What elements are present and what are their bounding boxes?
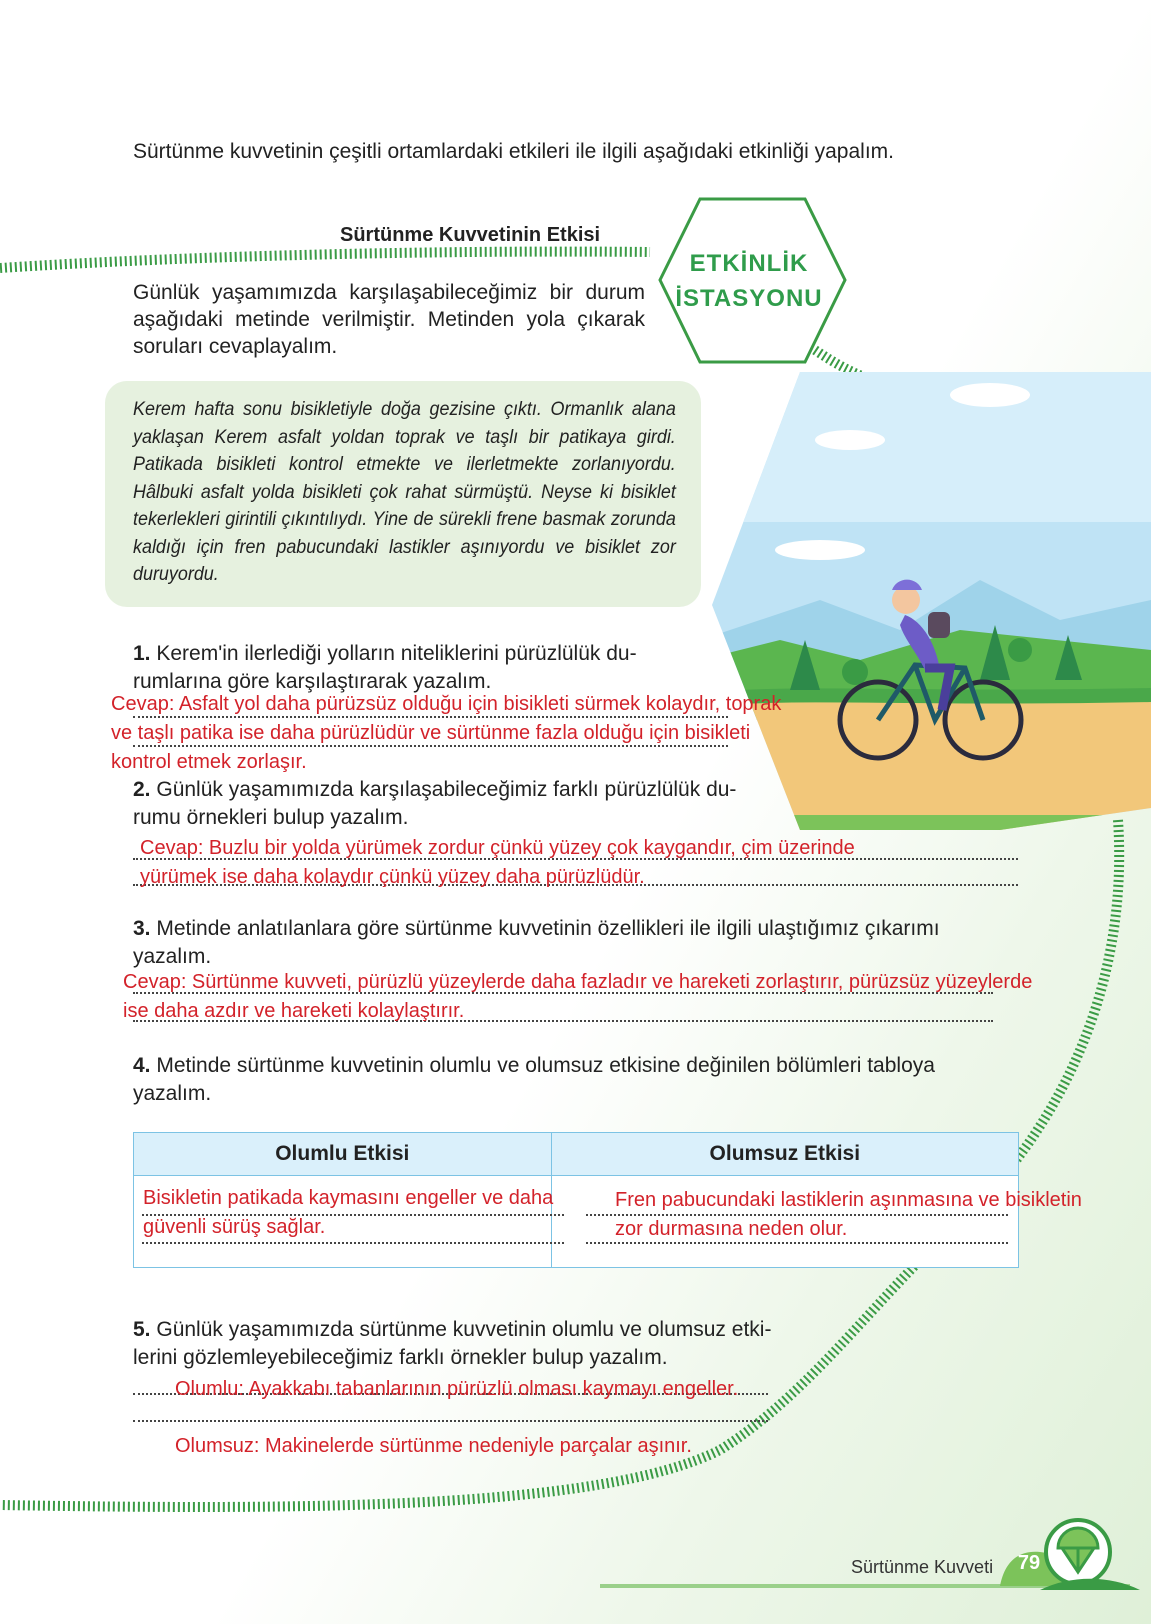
question-5-number: 5. bbox=[133, 1318, 151, 1341]
question-3-number: 3. bbox=[133, 917, 151, 940]
answer-4-positive-line1: Bisikletin patikada kaymasını engeller ve daha bbox=[143, 1187, 554, 1209]
section-title: Sürtünme Kuvvetinin Etkisi bbox=[340, 224, 601, 246]
question-1-line2: rumlarına göre karşılaştırarak yazalım. bbox=[133, 670, 492, 693]
answer-1-line3: kontrol etmek zorlaşır. bbox=[111, 751, 307, 773]
question-4 bbox=[133, 1052, 1033, 1108]
badge-line-1: ETKİNLİK bbox=[689, 250, 809, 277]
question-5 bbox=[133, 1316, 833, 1372]
question-2 bbox=[133, 776, 813, 832]
answer-5-negative: Olumsuz: Makinelerde sürtünme nedeniyle parçalar aşınır. bbox=[175, 1435, 692, 1457]
etkinlik-badge bbox=[663, 246, 835, 316]
answer-3-line1: Cevap: Sürtünme kuvveti, pürüzlü yüzeylerde daha fazladır ve hareketi zorlaştırır, pürüzsüz yüzeylerde bbox=[123, 971, 1033, 993]
decor-stripe-top bbox=[0, 252, 650, 268]
question-5-line2: lerini gözlemleyebileceğimiz farklı örnekler bulup yazalım. bbox=[133, 1346, 668, 1369]
badge-line-2: İSTASYONU bbox=[675, 285, 823, 312]
answer-2 bbox=[140, 834, 855, 892]
intro-text: Sürtünme kuvvetinin çeşitli ortamlardaki etkileri ile ilgili aşağıdaki etkinliği yapalım. bbox=[133, 140, 894, 163]
footer-title: Sürtünme Kuvveti bbox=[851, 1557, 994, 1577]
question-2-line2: rumu örnekleri bulup yazalım. bbox=[133, 806, 409, 829]
answer-3 bbox=[123, 968, 1032, 1026]
answer-line bbox=[133, 1420, 768, 1422]
answer-4-positive-line2: güvenli sürüş sağlar. bbox=[143, 1216, 326, 1238]
question-1 bbox=[133, 640, 703, 696]
answer-4-negative-line1: Fren pabucundaki lastiklerin aşınmasına ve bisikletin bbox=[615, 1189, 1082, 1211]
answer-1-line1: Cevap: Asfalt yol daha pürüzsüz olduğu için bisikleti sürmek kolaydır, toprak bbox=[111, 693, 782, 715]
story-text: Kerem hafta sonu bisikletiyle doğa gezisine çıktı. Ormanlık alana yaklaşan Kerem asfalt yoldan toprak ve taşlı bir patikaya girdi. Patikada bisikleti kontrol etmekte ve ilerletmekte zorlanıyordu. Hâlbuki asfalt yolda bisikleti çok rahat sürmüştü. Neyse ki bisiklet tekerlekleri girintili çıkıntılıydı. Yine de sürekli frene basmak zorunda kaldığı için fren pabucundaki lastikler aşınıyordu ve bisiklet zor duruyordu. bbox=[133, 398, 676, 585]
answer-2-line2: yürümek ise daha kolaydır çünkü yüzey daha pürüzlüdür. bbox=[140, 866, 645, 888]
question-3-line2: yazalım. bbox=[133, 945, 212, 968]
answer-2-line1: Cevap: Buzlu bir yolda yürümek zordur çünkü yüzey çok kaygandır, çim üzerinde bbox=[140, 837, 855, 859]
intro-paragraph: Günlük yaşamımızda karşılaşabileceğimiz bir durum aşağıdaki metinde verilmiştir. Metinden yola çıkarak soruları cevaplayalım. bbox=[133, 281, 645, 358]
answer-3-line2: ise daha azdır ve hareketi kolaylaştırır. bbox=[123, 1000, 465, 1022]
answer-1-line2: ve taşlı patika ise daha pürüzlüdür ve sürtünme fazla olduğu için bisikleti bbox=[111, 722, 751, 744]
question-1-number: 1. bbox=[133, 642, 151, 665]
answer-4-negative bbox=[615, 1186, 1082, 1244]
table-header-negative: Olumsuz Etkisi bbox=[551, 1133, 1018, 1176]
answer-4-negative-line2: zor durmasına neden olur. bbox=[615, 1218, 848, 1240]
answer-4-positive bbox=[143, 1184, 553, 1242]
question-2-line1: Günlük yaşamımızda karşılaşabileceğimiz farklı pürüzlülük du- bbox=[156, 778, 737, 801]
question-3 bbox=[133, 915, 1033, 971]
question-2-number: 2. bbox=[133, 778, 151, 801]
answer-line bbox=[142, 1242, 564, 1244]
question-5-line1: Günlük yaşamımızda sürtünme kuvvetinin olumlu ve olumsuz etki- bbox=[156, 1318, 772, 1341]
question-3-line1: Metinde anlatılanlara göre sürtünme kuvvetinin özellikleri ile ilgili ulaştığımız çıkarımı bbox=[156, 917, 940, 940]
question-1-line1: Kerem'in ilerlediği yolların niteliklerini pürüzlülük du- bbox=[156, 642, 637, 665]
answer-5-positive: Olumlu: Ayakkabı tabanlarının pürüzlü olması kaymayı engeller. bbox=[175, 1378, 739, 1400]
question-4-line2: yazalım. bbox=[133, 1082, 212, 1105]
question-4-line1: Metinde sürtünme kuvvetinin olumlu ve olumsuz etkisine değinilen bölümleri tabloya bbox=[156, 1054, 935, 1077]
table-header-positive: Olumlu Etkisi bbox=[134, 1133, 552, 1176]
question-4-number: 4. bbox=[133, 1054, 151, 1077]
page-number: 79 bbox=[1017, 1552, 1041, 1574]
answer-1 bbox=[111, 690, 781, 777]
